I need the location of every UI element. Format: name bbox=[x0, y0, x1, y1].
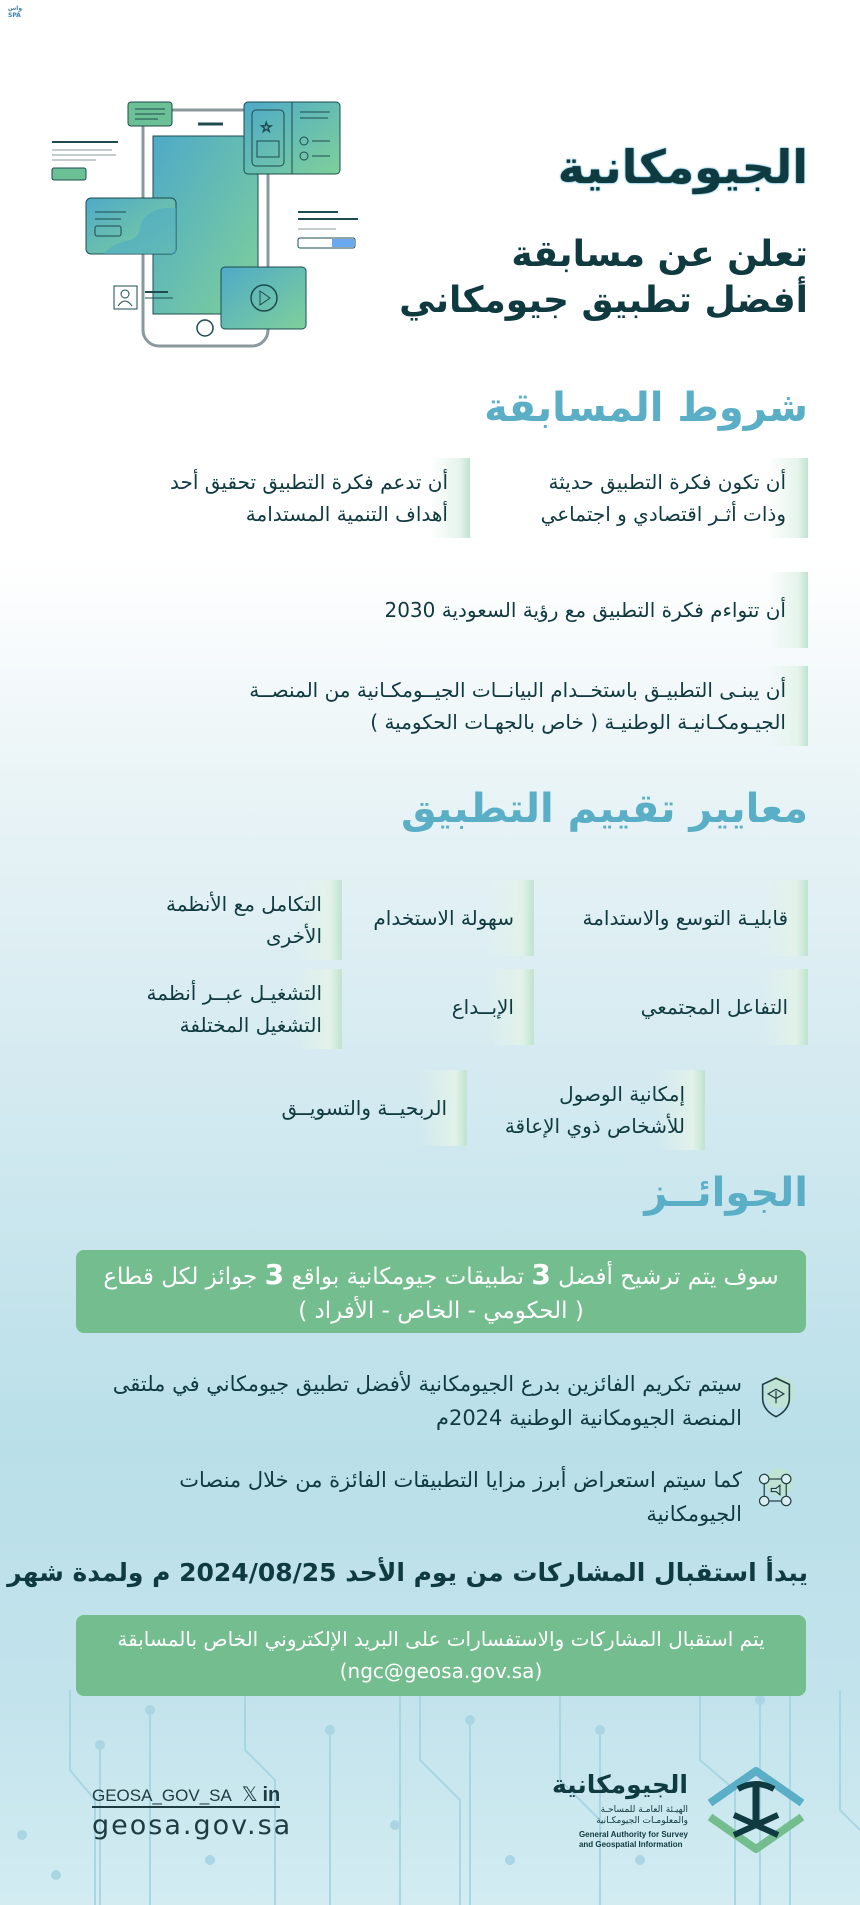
criteria-item bbox=[137, 969, 342, 1049]
condition-line: أهداف التنمية المستدامة bbox=[245, 502, 448, 526]
social-handle[interactable]: GEOSA_GOV_SA bbox=[92, 1786, 231, 1805]
criteria-label: التكامل مع الأنظمة bbox=[166, 892, 322, 916]
criteria-item bbox=[363, 880, 534, 956]
criteria-label: التشغيـل عبــر أنظمة bbox=[146, 981, 322, 1005]
condition-item bbox=[527, 458, 808, 538]
prize-note bbox=[113, 1367, 742, 1435]
brand-title: الجيومكانية bbox=[557, 140, 808, 194]
registration-date: يبدأ استقبال المشاركات من يوم الأحد 2024/08/25 م ولمدة شهر bbox=[7, 1558, 808, 1587]
criteria-label: التفاعل المجتمعي bbox=[640, 995, 788, 1019]
criteria-item bbox=[631, 969, 808, 1045]
prize-text: تطبيقات جيومكانية بواقع bbox=[284, 1264, 532, 1290]
criteria-label: الربحيــة والتسويــق bbox=[281, 1096, 447, 1120]
org-en-line: and Geospatial Information bbox=[578, 1840, 683, 1849]
social-media-icon bbox=[754, 1468, 798, 1512]
condition-line: أن يبنـى التطبيـق باستخــدام البيانــات الجيــومكـانية من المنصــة bbox=[249, 678, 786, 702]
condition-item bbox=[235, 666, 808, 746]
social-handle-row bbox=[92, 1782, 280, 1807]
condition-line: أن تكون فكرة التطبيق حديثة bbox=[548, 470, 786, 494]
conditions-title: شروط المسابقة bbox=[484, 385, 808, 431]
prizes-title: الجوائــز bbox=[644, 1170, 808, 1216]
criteria-item bbox=[156, 880, 342, 960]
criteria-label: سهولة الاستخدام bbox=[373, 906, 514, 930]
condition-line: أن تتواءم فكرة التطبيق مع رؤية السعودية 2030 bbox=[384, 598, 786, 622]
criteria-item bbox=[272, 1070, 467, 1146]
org-sub-line: الهيـئة العامـة للمساحـة bbox=[600, 1805, 688, 1815]
criteria-label: التشغيل المختلفة bbox=[179, 1013, 322, 1037]
criteria-label: قابليـة التوسع والاستدامة bbox=[582, 906, 788, 930]
email-link[interactable]: (ngc@geosa.gov.sa) bbox=[339, 1659, 543, 1683]
prize-summary-line-2: ( الحكومي - الخاص - الأفراد ) bbox=[298, 1298, 584, 1324]
note-line: المنصة الجيومكانية الوطنية 2024م bbox=[435, 1406, 742, 1430]
org-name-ar: الجيومكانية bbox=[551, 1770, 688, 1799]
org-en-line: General Authority for Survey bbox=[578, 1830, 688, 1839]
criteria-item bbox=[573, 880, 809, 956]
criteria-label: إمكانية الوصول bbox=[559, 1082, 685, 1106]
org-name-en bbox=[579, 1830, 688, 1850]
email-info-text: يتم استقبال المشاركات والاستفسارات على البريد الإلكتروني الخاص بالمسابقة bbox=[117, 1627, 765, 1651]
phone-app-illustration bbox=[48, 96, 368, 356]
linkedin-icon[interactable]: in bbox=[262, 1784, 281, 1806]
criteria-label: الأخرى bbox=[265, 924, 322, 948]
org-subtitle-ar bbox=[596, 1805, 688, 1827]
org-sub-line: والمعلومـات الجيومكـانية bbox=[596, 1816, 688, 1826]
website-link[interactable]: geosa.gov.sa bbox=[92, 1810, 293, 1841]
prize-summary-line-1 bbox=[76, 1258, 806, 1294]
prize-count: 3 bbox=[264, 1258, 285, 1291]
svg-text:☆: ☆ bbox=[260, 120, 273, 136]
criteria-item bbox=[442, 969, 534, 1045]
announcement-title bbox=[399, 232, 808, 324]
geosa-logo-icon bbox=[704, 1765, 808, 1855]
criteria-label: الإبــداع bbox=[451, 995, 514, 1019]
condition-item bbox=[156, 458, 470, 538]
prize-text: سوف يتم ترشيح أفضل bbox=[550, 1264, 779, 1290]
prize-text: جوائز لكل قطاع bbox=[103, 1264, 265, 1290]
prize-note bbox=[179, 1463, 742, 1531]
x-twitter-icon[interactable]: 𝕏 bbox=[241, 1784, 258, 1806]
condition-item bbox=[370, 572, 808, 648]
prize-summary-box bbox=[76, 1250, 806, 1333]
announce-line-2: أفضل تطبيق جيومكاني bbox=[399, 280, 808, 321]
spa-watermark-logo: واس SPA bbox=[8, 5, 23, 19]
note-line: الجيومكانية bbox=[646, 1502, 742, 1526]
condition-line: أن تدعم فكرة التطبيق تحقيق أحد bbox=[169, 470, 448, 494]
footer-divider bbox=[92, 1806, 280, 1808]
criteria-title: معايير تقييم التطبيق bbox=[400, 786, 808, 832]
prize-count: 3 bbox=[531, 1258, 551, 1291]
note-line: كما سيتم استعراض أبرز مزايا التطبيقات الفائزة من خلال منصات bbox=[179, 1468, 742, 1492]
criteria-label: للأشخاص ذوي الإعاقة bbox=[504, 1114, 685, 1138]
condition-line: وذات أثـر اقتصادي و اجتماعي bbox=[540, 502, 786, 526]
condition-line: الجيـومكـانيـة الوطنيـة ( خاص بالجهـات الحكومية ) bbox=[370, 710, 786, 734]
email-info-box bbox=[76, 1615, 806, 1696]
shield-emblem-icon bbox=[754, 1375, 798, 1419]
announce-line-1: تعلن عن مسابقة bbox=[511, 234, 808, 275]
note-line: سيتم تكريم الفائزين بدرع الجيومكانية لأفضل تطبيق جيومكاني في ملتقى bbox=[112, 1372, 742, 1396]
criteria-item bbox=[495, 1070, 705, 1150]
